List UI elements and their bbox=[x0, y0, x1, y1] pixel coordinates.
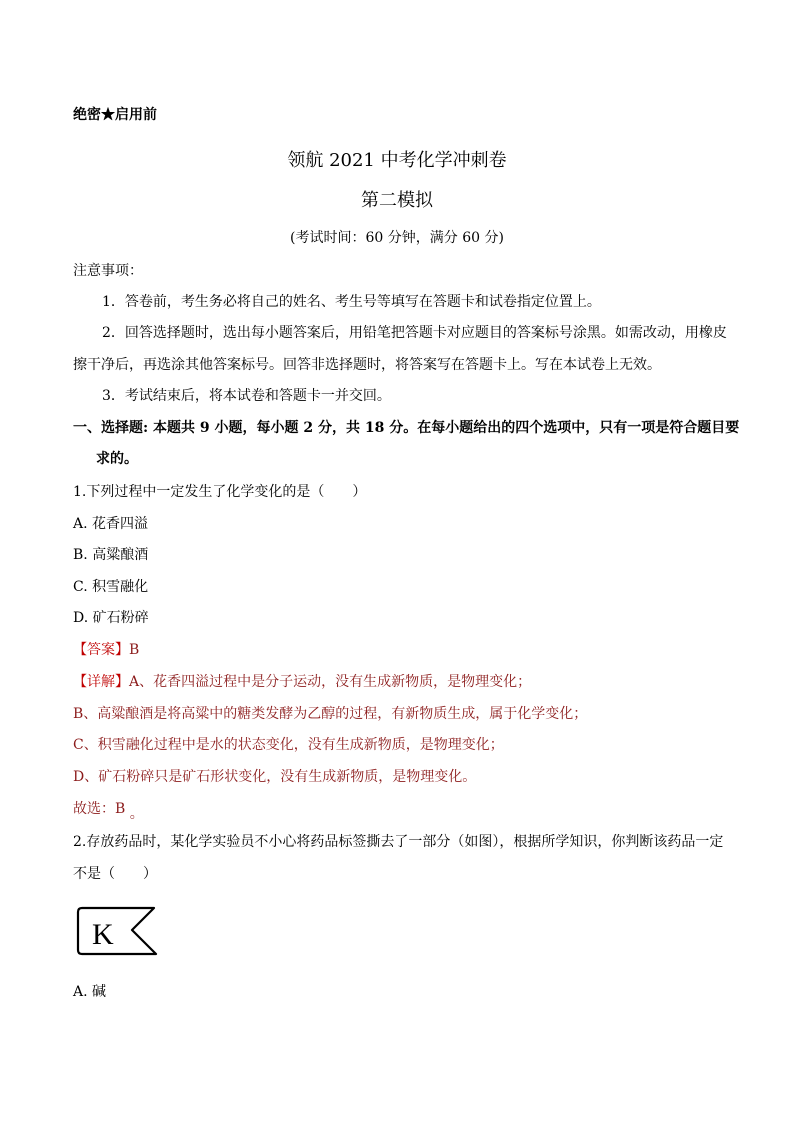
note-item: 2．回答选择题时，选出每小题答案后，用铅笔把答题卡对应题目的答案标号涂黑。如需改动，用橡皮 bbox=[102, 325, 727, 341]
option-a: A. 花香四溢 bbox=[73, 516, 149, 532]
answer-line bbox=[73, 640, 139, 660]
notes-heading: 注意事项： bbox=[73, 263, 143, 279]
label-letter: K bbox=[92, 918, 114, 951]
option-c: C. 积雪融化 bbox=[73, 579, 149, 595]
conclusion-line bbox=[73, 799, 144, 822]
answer-label: 【答案】 bbox=[73, 642, 129, 658]
conclusion-text: 故选：B bbox=[73, 801, 126, 817]
detail-line: B、高粱酿酒是将高粱中的糖类发酵为乙醇的过程，有新物质生成，属于化学变化； bbox=[73, 706, 588, 722]
detail-line: C、积雪融化过程中是水的状态变化，没有生成新物质，是物理变化； bbox=[73, 737, 504, 753]
note-item: 1．答卷前，考生务必将自己的姓名、考生号等填写在答题卡和试卷指定位置上。 bbox=[102, 294, 601, 310]
option-a: A. 碱 bbox=[73, 984, 107, 1000]
option-b: B. 高粱酿酒 bbox=[73, 547, 149, 563]
paper-title: 领航 2021 中考化学冲刺卷 bbox=[287, 150, 507, 171]
question-stem: 1.下列过程中一定发生了化学变化的是（ ） bbox=[73, 484, 367, 500]
note-item: 擦干净后，再选涂其他答案标号。回答非选择题时，将答案写在答题卡上。写在本试卷上无效。 bbox=[73, 357, 661, 373]
detail-line bbox=[73, 672, 531, 692]
detail-text: A、花香四溢过程中是分子运动，没有生成新物质，是物理变化； bbox=[129, 674, 532, 690]
question-stem: 2.存放药品时，某化学实验员不小心将药品标签撕去了一部分（如图），根据所学知识，你判断该药品一定 bbox=[73, 834, 724, 850]
conclusion-mark: 。 bbox=[129, 806, 144, 822]
detail-line: D、矿石粉碎只是矿石形状变化，没有生成新物质，是物理变化。 bbox=[73, 769, 477, 785]
option-d: D. 矿石粉碎 bbox=[73, 610, 149, 626]
torn-label-figure bbox=[76, 902, 166, 962]
question-stem-cont: 不是（ ） bbox=[73, 866, 157, 882]
answer-value: B bbox=[129, 642, 140, 658]
section-heading: 一、选择题: 本题共 9 小题，每小题 2 分，共 18 分。在每小题给出的四个选项中，只有一项是符合题目要 bbox=[73, 420, 740, 436]
exam-info: (考试时间：60 分钟，满分 60 分) bbox=[290, 230, 504, 246]
detail-label: 【详解】 bbox=[73, 674, 129, 690]
note-item: 3．考试结束后，将本试卷和答题卡一并交回。 bbox=[102, 388, 391, 404]
secret-mark: 绝密★启用前 bbox=[73, 107, 157, 123]
section-heading-cont: 求的。 bbox=[96, 451, 138, 467]
paper-subtitle: 第二模拟 bbox=[361, 190, 433, 211]
